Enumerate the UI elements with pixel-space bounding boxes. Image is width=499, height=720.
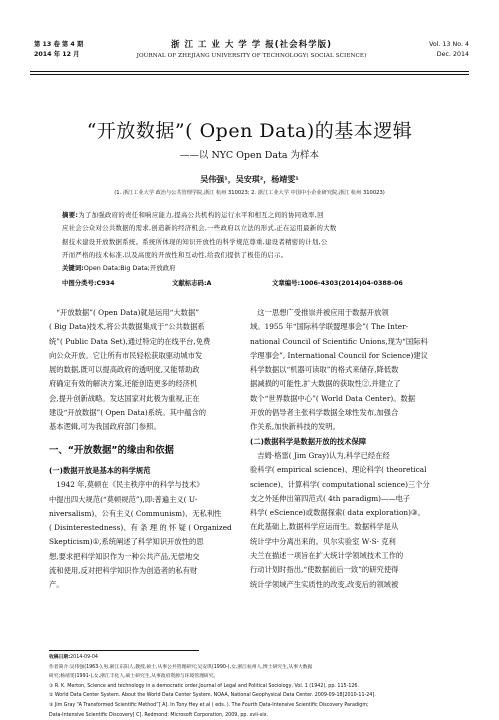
text-line: 支之外延伸出第四范式( 4th paradigm)——电子 — [250, 493, 411, 503]
text-line: 向公众开放。它让所有市民轻松获取驱动城市发 — [49, 350, 203, 360]
header-rule-thin — [30, 74, 469, 75]
keywords — [62, 263, 175, 272]
text-line: science)、计算科学( computational science)三个分 — [250, 479, 430, 489]
text-line: national Council of Scientific Unions,现为“国际科 — [250, 336, 428, 346]
journal-name-cn: 浙 江 工 业 大 学 学 报(社会科学版) — [171, 40, 332, 50]
footnote-line: ① R. K. Merton, Science and technology in a democratic order,Journal of Legal and Political Sociology, Vol. 1 (1942), pp. 115-126. — [49, 683, 359, 689]
article-subtitle: ——以 NYC Open Data 为样本 — [179, 150, 320, 161]
journal-name-en: JOURNAL OF ZHEJIANG UNIVERSITY OF TECHNOLOGY( SOCIAL SCIENCE) — [136, 53, 367, 59]
keywords-value: Open Data;Big Data;开放政府 — [83, 264, 176, 272]
abstract-line: 应社会公众对公共数据的需求,创造新的经济机会,一些政府以立法的形式,正在运用最新的大数 — [62, 224, 337, 233]
text-line: 流和使用,反对把科学知识作为创造者的私有财 — [49, 566, 198, 576]
text-line: ( Disinterestedness)、有 条 理 的 怀 疑 ( Organized — [49, 523, 232, 533]
text-line: 基本逻辑,可为我国政府部门参照。 — [49, 422, 161, 432]
footnotes — [49, 653, 469, 720]
header-right — [429, 40, 469, 60]
subsection-paragraph — [49, 478, 261, 592]
text-line: 吉姆·格雷( Jim Gray)认为,科学已经在经 — [257, 450, 390, 460]
right-column — [250, 306, 464, 592]
footnote-line: ③ Jim Gray “A Transformed Scientific Method”[ A]. In Tony Hey et al ( eds. ). The Fourth Data-Intensive Scientific Discovery Paradigm; — [49, 702, 369, 708]
text-line: niversalism)、公有主义( Communism)、无私利性 — [49, 508, 222, 518]
footnote-line: ② World Data Center System. About the World Data Center System. NOAA, National Geophysical Data Center. 2009-09-18[2010-11-24]. — [49, 693, 376, 699]
running-header — [34, 40, 469, 72]
text-line: 数个“世界数据中心”( World Data Center)。数据 — [250, 393, 416, 403]
date-cn: 2014 年 12 月 — [34, 51, 80, 58]
author-list: 吴伟强¹，吴安琪²，杨靖雯¹ — [200, 175, 299, 184]
text-line: 夫兰在描述一项旨在扩大统计学领域技术工作的 — [250, 551, 404, 561]
keywords-label: 关键词: — [62, 264, 84, 272]
text-line: 行动计划时指出,“使数据前后一致”的研究使得 — [250, 565, 399, 575]
subsection-paragraph — [250, 449, 464, 592]
text-line: 展的数据,既可以提高政府的透明度,又能帮助政 — [49, 365, 200, 375]
abstract-line: 开而严格的技术标准,以及高度的开放性和互动性,给我们提供了极佳的启示。 — [62, 250, 288, 259]
continuation-paragraph — [250, 306, 464, 435]
doc-code-field: 文献标志码:A — [172, 279, 212, 287]
date-en: Dec. 2014 — [436, 51, 469, 58]
text-line: 科学( eScience)或数据探索( data exploration)③。 — [250, 508, 425, 518]
section-heading: 一、“开放数据”的缘由和依据 — [49, 444, 174, 456]
affiliations: (1. 浙江工业大学 政治与公共管理学院,浙江 杭州 310023; 2. 浙江工业大学 中国中小企业研究院,浙江 杭州 310023) — [114, 190, 385, 196]
text-line: 验科学( empirical science)、理论科学( theoretical — [250, 465, 427, 475]
volume-en: Vol. 13 No. 4 — [429, 41, 469, 48]
abstract — [62, 209, 440, 262]
text-line: 会,提升创新战略。发达国家对此极为重视,正在 — [49, 393, 200, 403]
text-line: 据减损的可能性,扩大数据的获取性②,并建立了 — [250, 379, 401, 389]
text-line: 统”( Public Data Set),通过特定的在线平台,免费 — [49, 336, 211, 346]
text-line: ( Big Data)技术,将公共数据集成于“公共数据系 — [49, 322, 205, 332]
text-line: 想,要求把科学知识作为一种公共产品,无偿地交 — [49, 551, 200, 561]
text-line: 产。 — [49, 580, 64, 590]
text-line: 科学数据以“机器可读取”的格式来储存,降低数 — [250, 365, 399, 375]
text-line: 开放的倡导者主张科学数据全球性发布,加强合 — [250, 408, 399, 418]
header-left — [34, 40, 83, 60]
footnote-line: Data-Intensive Scientific Discovery[ C]. Redmond: Microsoft Corporation, 2009, pp. xvii-xix. — [49, 712, 269, 718]
abstract-line: 摘要:为了加强政府的责任和响应能力,提高公共机构的运行水平和相互之间的协同效率,回 — [62, 211, 324, 219]
text-line: “开放数据”( Open Data)就是运用“大数据” — [56, 308, 199, 317]
text-line: 作关系,加快新科技的发明。 — [250, 422, 340, 432]
subsection-heading: (二)数据科学是数据开放的技术保障 — [250, 436, 367, 446]
subsection-heading: (一)数据开放是基本的科学规范 — [49, 465, 151, 475]
text-line: 府确定有效的解决方案,还能创造更多的经济机 — [49, 379, 198, 389]
intro-paragraph — [49, 306, 261, 435]
article-number-field: 文章编号:1006-4303(2014)04-0388-06 — [272, 279, 403, 287]
text-line: Skepticism)①,系统阐述了科学知识开放性的思 — [49, 537, 204, 547]
text-line: 1942 年,莫顿在《民主秩序中的科学与技术》 — [56, 480, 204, 490]
clc-field: 中图分类号:C934 — [62, 279, 115, 287]
footnote-line: 研究;杨靖雯(1991-),女,浙江丰化人,硕士研究生,从事政府资源与环境管理研究。 — [49, 674, 219, 680]
text-line: 统计学领域产生实质性的改变,改变后的领域被 — [250, 579, 399, 589]
left-column — [49, 306, 261, 593]
text-line: 域。1955 年“国际科学联盟理事会”( The Inter- — [250, 322, 409, 332]
text-line: 统计学中分离出来的。贝尔实验室 W·S· 克利 — [250, 536, 396, 546]
received-date: 收稿日期:2014-09-04 — [49, 655, 98, 660]
text-line: 在此基础上,数据科学应运而生。数据科学是从 — [250, 522, 399, 532]
text-line: 建设“开放数据”( Open Data)系统。其中蕴含的 — [49, 408, 207, 418]
volume-cn: 第 13 卷 第 4 期 — [34, 41, 84, 48]
text-line: 中提出四大规范(“莫顿规范”),即:普遍主义( U- — [49, 494, 198, 504]
header-center — [126, 40, 377, 61]
text-line: 这一思想广受推崇并被应用于数据开放领 — [257, 308, 389, 317]
footnote-line: 作者简介:吴伟强(1963-),男,浙江东阳人,教授,硕士,从事公共管理研究;吴安琪(1990-),女,浙江杭州人,博士研究生,从事大数据 — [49, 664, 313, 670]
text-line: 学理事会”, International Council for Science)建议 — [250, 350, 428, 360]
abstract-label: 摘要: — [62, 211, 79, 219]
header-rule-thick — [30, 71, 469, 72]
article-title: “开放数据”( Open Data)的基本逻辑 — [86, 120, 413, 142]
abstract-line: 据技术建设开放数据系统。系统所体现的知识开放性的科学规范尊重,建设者精密的计划,公 — [62, 237, 328, 246]
footnote-rule — [49, 650, 199, 651]
